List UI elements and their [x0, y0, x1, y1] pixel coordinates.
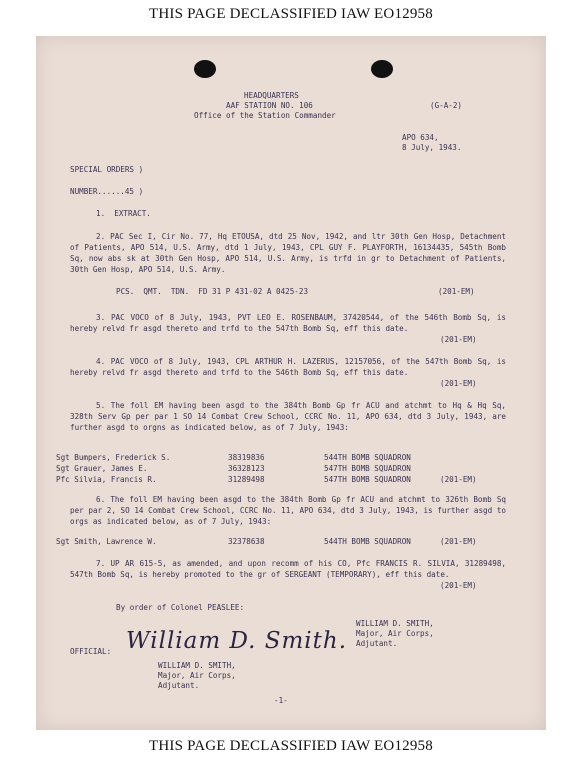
- roster-serial: 38319836: [228, 453, 265, 462]
- roster-unit: 544TH BOMB SQUADRON: [324, 453, 411, 462]
- roster-unit: 547TH BOMB SQUADRON: [324, 464, 411, 473]
- paragraph-1: 1. EXTRACT.: [96, 209, 151, 218]
- declassification-banner-bottom: THIS PAGE DECLASSIFIED IAW EO12958: [149, 738, 433, 754]
- roster-serial: 31289498: [228, 475, 265, 484]
- header-date: 8 July, 1943.: [402, 143, 462, 152]
- header-headquarters: HEADQUARTERS: [244, 91, 299, 100]
- paragraph-3-ref: (201-EM): [440, 335, 477, 344]
- header-station: AAF STATION NO. 106: [226, 101, 313, 110]
- paragraph-3: 3. PAC VOCO of 8 July, 1943, PVT LEO E. ROSENBAUM, 37420544, of the 546th Bomb Sq, is hereby relvd fr asgd thereto and trfd to the 547th Bomb Sq, eff this date.: [70, 313, 506, 333]
- document-page: [36, 36, 546, 730]
- paragraph-6: 6. The foll EM having been asgd to the 384th Bomb Gp fr ACU and atchmt to 326th Bomb Sq per par 2, SO 14 Combat Crew School, CCRC No. 11, APO 634, dtd 3 July, 1943, is further asgd to orgs as indicated below, as of 7 July, 1943:: [70, 495, 506, 526]
- signer-name: WILLIAM D. SMITH,: [356, 619, 434, 628]
- header-apo: APO 634,: [402, 133, 439, 142]
- signer-rank: Major, Air Corps,: [356, 629, 434, 638]
- paragraph-7-ref: (201-EM): [440, 581, 477, 590]
- paragraph-2-ref: (201-EM): [438, 287, 475, 296]
- roster-serial: 32378638: [228, 537, 265, 546]
- handwritten-signature: William D. Smith.: [126, 628, 348, 654]
- special-orders-number: NUMBER......45 ): [70, 187, 144, 196]
- official-label: OFFICIAL:: [70, 647, 112, 656]
- paragraph-7: 7. UP AR 615-5, as amended, and upon recomm of his CO, Pfc FRANCIS R. SILVIA, 31289498, 547th Bomb Sq, is hereby promoted to the gr of SERGEANT (TEMPORARY), eff this date.: [70, 559, 506, 579]
- paragraph-5: 5. The foll EM having been asgd to the 384th Bomb Gp fr ACU and atchmt to Hq & Hq Sq, 328th Serv Gp per par 1 SO 14 Combat Crew School, CCRC No. 11, APO 634, dtd 3 July, 1943, are further asgd to orgns as indicated below, as of 7 July, 1943:: [70, 401, 506, 432]
- roster-name: Sgt Smith, Lawrence W.: [56, 537, 157, 546]
- official-title: Adjutant.: [158, 681, 200, 690]
- paragraph-4: 4. PAC VOCO of 8 July, 1943, CPL ARTHUR H. LAZERUS, 12157056, of the 547th Bomb Sq, is hereby relvd fr asgd thereto and trfd to the 546th Bomb Sq, eff this date.: [70, 357, 506, 377]
- punch-hole-right: [371, 60, 393, 78]
- roster-serial: 36328123: [228, 464, 265, 473]
- paragraph-2-fund-citation: PCS. QMT. TDN. FD 31 P 431-02 A 0425-23: [116, 287, 309, 296]
- paragraph-2: 2. PAC Sec I, Cir No. 77, Hq ETOUSA, dtd 25 Nov, 1942, and ltr 30th Gen Hosp, Detachment of Patients, APO 514, U.S. Army, dtd 1 July, 1943, CPL GUY F. PLAYFORTH, 16134435, 545th Bomb Sq, now abs sk at 30th Gen Hosp, APO 514, U.S. Army, is trfd in gr to Detachment of Patients, 30th Gen Hosp, APO 514, U.S. Army.: [70, 232, 506, 274]
- by-order-line: By order of Colonel PEASLEE:: [116, 603, 245, 612]
- official-name: WILLIAM D. SMITH,: [158, 661, 236, 670]
- official-rank: Major, Air Corps,: [158, 671, 236, 680]
- punch-hole-left: [194, 60, 216, 78]
- paragraph-4-ref: (201-EM): [440, 379, 477, 388]
- signer-title: Adjutant.: [356, 639, 398, 648]
- roster-name: Sgt Bumpers, Frederick S.: [56, 453, 171, 462]
- roster-unit: 547TH BOMB SQUADRON: [324, 475, 411, 484]
- page-number: -1-: [274, 696, 288, 705]
- roster-ref: (201-EM): [440, 475, 477, 484]
- roster-name: Sgt Grauer, James E.: [56, 464, 148, 473]
- header-code: (G-A-2): [430, 101, 463, 110]
- header-office: Office of the Station Commander: [194, 111, 336, 120]
- roster-name: Pfc Silvia, Francis R.: [56, 475, 157, 484]
- special-orders-label: SPECIAL ORDERS ): [70, 165, 144, 174]
- declassification-banner-top: THIS PAGE DECLASSIFIED IAW EO12958: [149, 6, 433, 22]
- roster-ref: (201-EM): [440, 537, 477, 546]
- roster-unit: 544TH BOMB SQUADRON: [324, 537, 411, 546]
